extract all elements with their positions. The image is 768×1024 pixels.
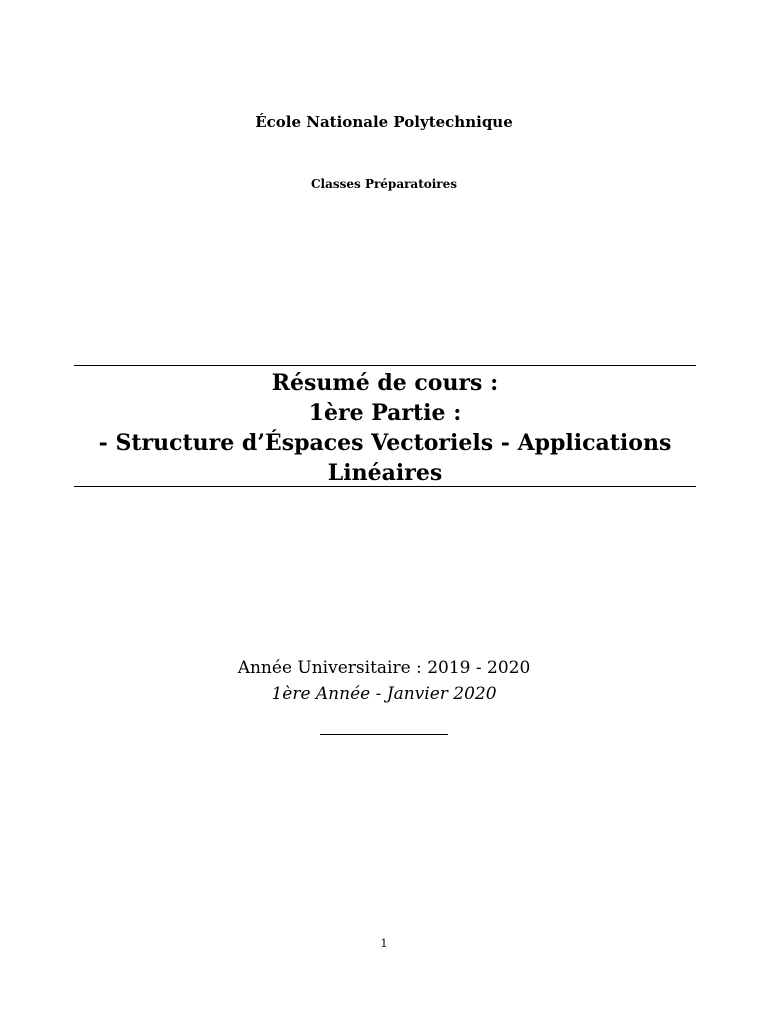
title-line-3: - Structure d’Éspaces Vectoriels - Applications [98, 430, 672, 456]
document-title [74, 368, 696, 488]
institution-name: École Nationale Polytechnique [255, 113, 513, 131]
program-name: Classes Préparatoires [310, 177, 458, 191]
academic-year: Année Universitaire : 2019 - 2020 [237, 658, 531, 678]
page-number: 1 [380, 937, 388, 950]
title-top-rule [74, 365, 696, 366]
title-line-1: Résumé de cours : [271, 370, 499, 396]
title-line-4: Linéaires [327, 460, 443, 486]
separator-rule [320, 734, 448, 735]
title-bottom-rule [74, 486, 696, 487]
date-line: 1ère Année - Janvier 2020 [271, 684, 497, 704]
title-line-2: 1ère Partie : [308, 400, 462, 426]
